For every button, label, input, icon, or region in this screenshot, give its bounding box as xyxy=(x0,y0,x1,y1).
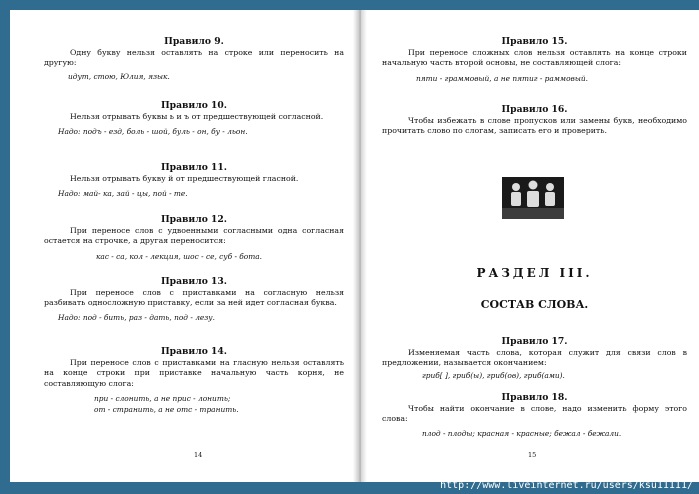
rule-title: Правило 15. xyxy=(501,36,568,47)
rule-example: Надо: подъ - езд, боль - шой, буль - он, бу - льон. xyxy=(58,127,248,137)
rule-13 xyxy=(44,276,344,323)
rule-title: Правило 10. xyxy=(160,100,228,111)
section-title: СОСТАВ СЛОВА. xyxy=(480,298,589,311)
rule-example: плод - плоды; красная - красные; бежал - бежали. xyxy=(422,428,622,438)
people-emblem-icon xyxy=(500,175,566,221)
rule-title: Правило 17. xyxy=(501,336,568,347)
watermark-url: http://www.liveinternet.ru/users/ksu11111/ xyxy=(440,480,693,491)
rule-17 xyxy=(382,336,687,381)
rule-text: Нельзя отрывать букву й от предшествующей гласной. xyxy=(70,174,299,183)
rule-example: пяти - граммовый, а не пятиг - раммовый. xyxy=(416,73,588,83)
rule-title: Правило 9. xyxy=(164,36,224,47)
rule-example: Надо: май- ка, зай - цы, пой - те. xyxy=(58,189,188,199)
rule-text: Нельзя отрывать буквы ь и ъ от предшествующей согласной. xyxy=(70,112,324,121)
rule-title: Правило 18. xyxy=(501,392,568,403)
rule-example: при - слонить, а не прис - лонить; xyxy=(94,394,231,404)
rule-example: Надо: под - бить, раз - дать, под - лезу. xyxy=(58,312,215,322)
rule-example: от - странить, а не отс - транить. xyxy=(94,404,239,414)
rule-9 xyxy=(44,36,344,82)
rule-example: идут, стою, Юлия, язык. xyxy=(68,71,170,81)
rule-10 xyxy=(44,100,344,138)
rule-text: При переносе слов с приставками на гласную нельзя оставлять на конце строки при приставке начальную часть корня, не составляющую слога: xyxy=(44,358,344,388)
page-number: 14 xyxy=(194,450,203,459)
rule-title: Правило 14. xyxy=(160,346,228,357)
rule-14 xyxy=(44,346,344,415)
rule-text: Чтобы избежать в слове пропусков или замены букв, необходимо прочитать слово по слогам, записать его и проверить. xyxy=(382,116,687,136)
rule-text: Чтобы найти окончание в слове, надо изменить форму этого слова: xyxy=(382,404,687,424)
rule-text: При переносе слов с приставками на согласную нельзя разбивать односложную приставку, если за ней идет согласная буква. xyxy=(44,288,344,308)
rule-text: При переносе слов с удвоенными согласными одна согласная остается на строчке, а другая переносится: xyxy=(44,226,344,246)
page-number: 15 xyxy=(528,450,537,459)
right-page xyxy=(382,10,687,482)
rule-title: Правило 13. xyxy=(160,276,228,287)
rule-example: гриб[ ], гриб(ы), гриб(ов), гриб(ами). xyxy=(422,370,565,380)
book-spread xyxy=(10,10,699,482)
rule-text: Изменяемая часть слова, которая служит для связи слов в предложении, называется окончанием: xyxy=(382,348,687,368)
rule-title: Правило 12. xyxy=(160,214,228,225)
rule-title: Правило 11. xyxy=(160,162,228,173)
rule-11 xyxy=(44,162,344,200)
rule-title: Правило 16. xyxy=(501,104,568,115)
rule-16 xyxy=(382,104,687,137)
rule-text: При переносе сложных слов нельзя оставлять на конце строки начальную часть второй основы, не составляющей слога: xyxy=(382,48,687,68)
rule-12 xyxy=(44,214,344,262)
rule-18 xyxy=(382,392,687,439)
book-spine xyxy=(353,10,367,482)
rule-example: кас - са, кол - лекция, шос - се, суб - бота. xyxy=(96,251,263,261)
section-label: РАЗДЕЛ III. xyxy=(476,266,593,280)
rule-15 xyxy=(382,36,687,84)
left-page xyxy=(44,10,344,482)
rule-text: Одну букву нельзя оставлять на строке или переносить на другую: xyxy=(44,48,344,68)
